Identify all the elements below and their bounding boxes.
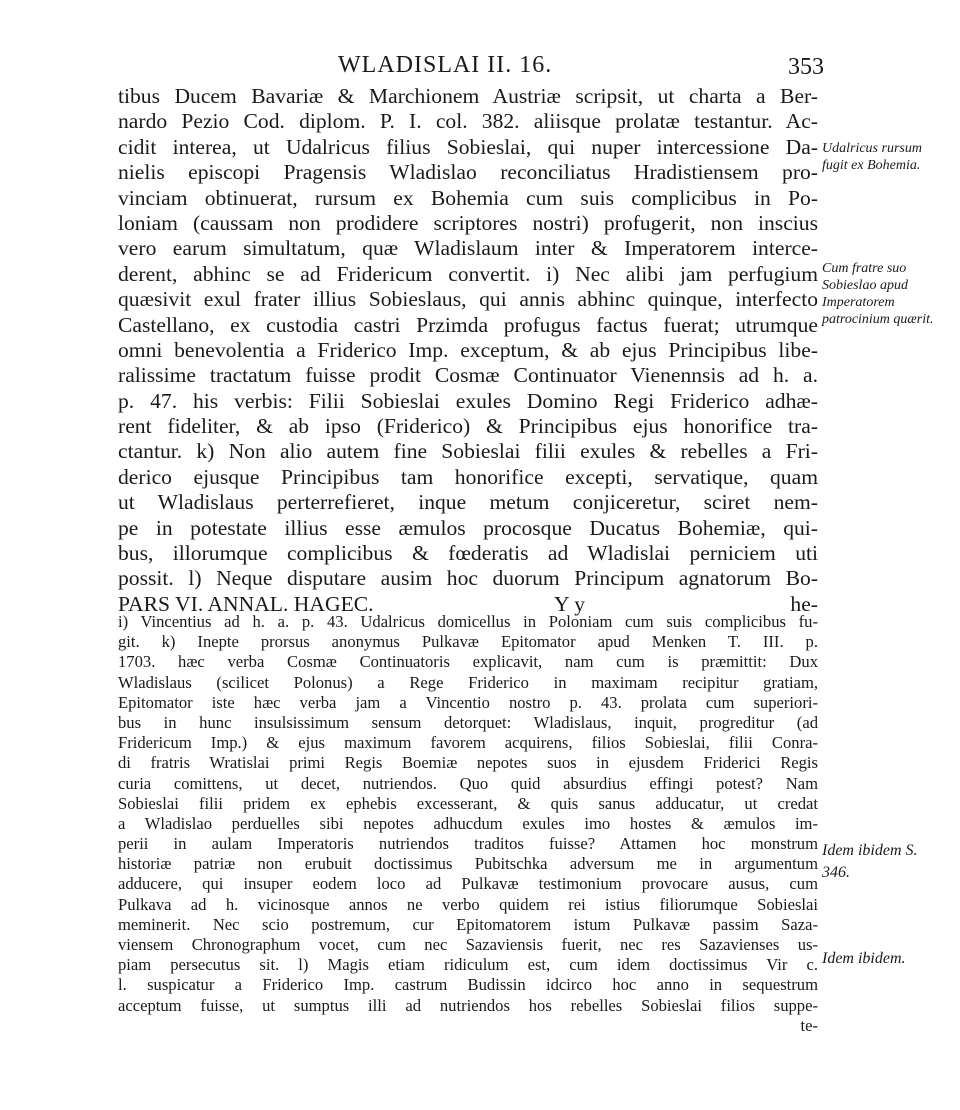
footnote-catchword: te-: [800, 1015, 818, 1035]
footnote-line: piam persecutus sit. l) Magis etiam ridiculum est, cum idem doctissimus Vir c.: [118, 955, 818, 975]
footnote-line: curia comittens, ut decet, nutriendos. Quo quid absurdius effingi potest? Nam: [118, 773, 818, 793]
text-line: derent, abhinc se ad Fridericum convertit. i) Nec alibi jam perfugium: [118, 261, 818, 286]
text-line: possit. l) Neque disputare ausim hoc duorum Principum agnatorum Bo-: [118, 566, 818, 591]
footnote-line: historiæ patriæ non erubuit doctissimus Pubitschka adversum me in argumentum: [118, 854, 818, 874]
text-line: p. 47. his verbis: Filii Sobieslai exules Domino Regi Friderico adhæ-: [118, 388, 818, 413]
text-line: tibus Ducem Bavariæ & Marchionem Austriæ scripsit, ut charta a Ber-: [118, 84, 818, 108]
text-line: loniam (caussam non prodidere scriptores nostri) profugerit, non inscius: [118, 210, 818, 235]
margin-note: Idem ibidem.: [822, 950, 906, 967]
text-line: derico ejusque Principibus tam honorifice excepti, servatique, quam: [118, 464, 818, 489]
running-head: WLADISLAI II. 16.: [338, 52, 553, 78]
margin-note: Cum fratre suo Sobieslao apud Imperatorem patrocinium quærit.: [822, 261, 934, 327]
text-line: vero earum simultatum, quæ Wladislaum inter & Imperatorem interce-: [118, 236, 818, 261]
footnote-line: Epitomator iste hæc verba jam a Vincentio nostro p. 43. prolata cum superiori-: [118, 692, 818, 712]
text-line: omni benevolentia a Friderico Imp. exceptum, & ab ejus Principibus libe-: [118, 337, 818, 362]
text-line: vinciam obtinuerat, rursum ex Bohemia cum suis complicibus in Po-: [118, 185, 818, 210]
main-text: [118, 84, 818, 618]
footnotes: [118, 612, 818, 1036]
margin-note: Idem ibidem S. 346.: [822, 842, 918, 881]
page-number: 353: [788, 54, 824, 80]
text-line: quæsivit exul frater illius Sobieslaus, qui annis abhinc quinque, interfecto: [118, 287, 818, 312]
signature-letters: Y y: [554, 591, 585, 616]
margin-note: Udalricus rursum fugit ex Bohemia.: [822, 141, 922, 173]
footnote-line: perii in aulam Imperatoris nutriendos traditos fuisse? Attamen hoc monstrum: [118, 834, 818, 854]
footnote-line: l. suspicatur a Friderico Imp. castrum Budissin idcirco hoc anno in sequestrum: [118, 975, 818, 995]
footnote-line: Wladislaus (scilicet Polonus) a Rege Friderico in maximam recipitur gratiam,: [118, 672, 818, 692]
footnote-line: i) Vincentius ad h. a. p. 43. Udalricus domicellus in Poloniam cum suis complicibus fu-: [118, 612, 818, 631]
footnote-line: Sobieslai filii pridem ex ephebis excesserant, & quis sanus adducatur, ut credat: [118, 793, 818, 813]
text-line: bus, illorumque complicibus & fœderatis ad Wladislai perniciem uti: [118, 541, 818, 566]
footnote-line: di fratris Wratislai primi Regis Boemiæ nepotes suos in ejusdem Friderici Regis: [118, 753, 818, 773]
text-line: nielis episcopi Pragensis Wladislao reconciliatus Hradistiensem pro-: [118, 160, 818, 185]
footnote-line: git. k) Inepte prorsus anonymus Pulkavæ Epitomator apud Menken T. III. p.: [118, 632, 818, 652]
footnote-line: acceptum fuisse, ut sumptus illi ad nutriendos hos rebelles Sobieslai filios suppe-: [118, 995, 818, 1015]
footnote-line: viensem Chronographum vocet, cum nec Sazaviensis fuerit, nec res Sazavienses us-: [118, 935, 818, 954]
catchword: he-: [790, 591, 818, 616]
footnote-line: 1703. hæc verba Cosmæ Continuatoris explicavit, nam cum is præmittit: Dux: [118, 652, 818, 672]
footnote-line: Fridericum Imp.) & ejus maximum favorem acquirens, filios Sobieslai, filii Conra-: [118, 733, 818, 753]
text-line: nardo Pezio Cod. diplom. P. I. col. 382. aliisque prolatæ testantur. Ac-: [118, 109, 818, 134]
text-line: rent fideliter, & ab ipso (Friderico) & Principibus ejus honorifice tra-: [118, 414, 818, 439]
footnote-line: Pulkava ad h. vicinosque annos ne verbo quidem rei istius filiorumque Sobieslai: [118, 894, 818, 914]
footnote-line: meminerit. Nec scio postremum, cur Epitomatorem istum Pulkavæ passim Saza-: [118, 914, 818, 934]
footnote-line: bus in hunc insulsissimum sensum detorquet: Wladislaus, inquit, progreditur (ad: [118, 712, 818, 732]
signature-mark: PARS VI. ANNAL. HAGEC.: [118, 591, 374, 616]
text-line: ralissime tractatum fuisse prodit Cosmæ Continuator Vienennsis ad h. a.: [118, 363, 818, 388]
footnote-line: a Wladislao perduelles sibi nepotes adhucdum exules imo hostes & æmulos im-: [118, 813, 818, 833]
page-header: [118, 52, 824, 86]
footnote-line: adducere, qui insuper eodem loco ad Pulkavæ testimonium provocare ausus, cum: [118, 874, 818, 894]
text-line: pe in potestate illius esse æmulos procosque Ducatus Bohemiæ, qui-: [118, 515, 818, 540]
text-line: ctantur. k) Non alio autem fine Sobieslai filii exules & rebelles a Fri-: [118, 439, 818, 464]
text-line: ut Wladislaus perterrefieret, inque metum conjiceretur, sciret nem-: [118, 490, 818, 515]
text-line: cidit interea, ut Udalricus filius Sobieslai, qui nuper intercessione Da-: [118, 134, 818, 159]
text-line: Castellano, ex custodia castri Przimda profugus factus fuerat; utrumque: [118, 312, 818, 337]
